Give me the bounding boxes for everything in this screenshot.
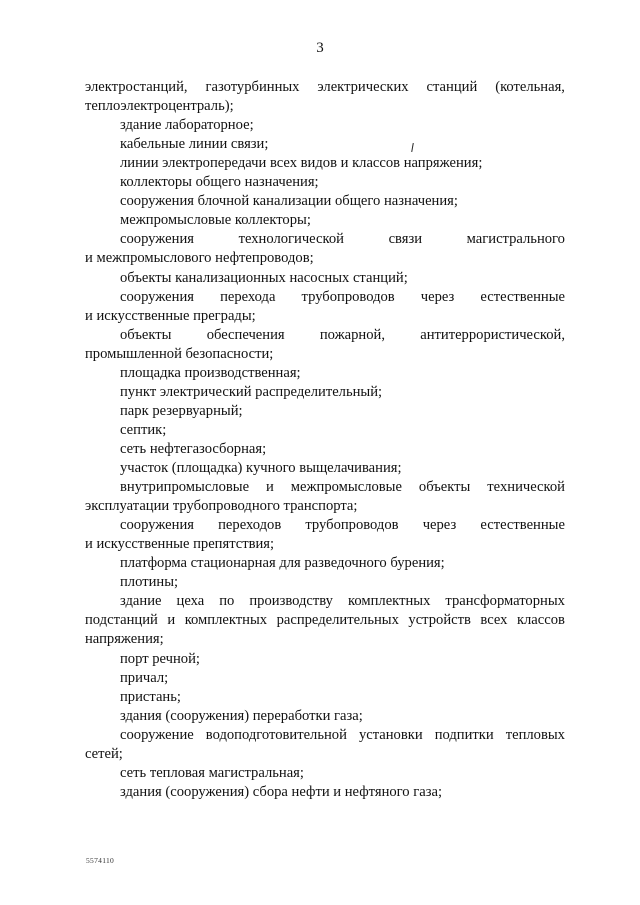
word: межпромысловые	[290, 479, 402, 496]
word: сооружения	[120, 517, 194, 534]
word: тепловых	[505, 726, 565, 743]
text-line	[85, 78, 565, 97]
word: трубопроводов	[301, 288, 395, 305]
word: по	[219, 593, 235, 610]
text-line: септик;	[120, 421, 167, 438]
text-line: эксплуатации трубопроводного транспорта;	[85, 498, 358, 515]
text-line: порт речной;	[120, 650, 200, 667]
word: связи	[388, 231, 423, 248]
word: станций	[426, 79, 478, 95]
text-line: здание лабораторное;	[120, 117, 254, 134]
word: водоподготовительной	[205, 726, 347, 743]
word: комплектных	[348, 593, 431, 610]
word: устройств	[408, 612, 471, 629]
word: технической	[487, 479, 565, 496]
text-line: и искусственные препятствия;	[85, 536, 275, 553]
word: подстанций	[85, 612, 158, 629]
word: газотурбинных	[205, 79, 300, 95]
word: производству	[249, 593, 333, 610]
word: через	[422, 517, 457, 534]
word: перехода	[220, 288, 276, 305]
text-line: сеть нефтегазосборная;	[120, 440, 267, 457]
word: здание	[120, 593, 162, 610]
word: (котельная,	[495, 79, 565, 95]
text-line: участок (площадка) кучного выщелачивания;	[120, 460, 402, 476]
word: установки	[358, 726, 423, 743]
text-line: теплоэлектроцентраль);	[85, 98, 234, 115]
word: всех	[480, 612, 508, 629]
text-line: здания (сооружения) переработки газа;	[120, 707, 363, 724]
word: антитеррористической,	[420, 326, 565, 343]
text-line: здания (сооружения) сбора нефти и нефтяного газа;	[120, 783, 443, 800]
text-line	[120, 230, 565, 249]
page-number: 3	[316, 40, 324, 56]
text-line	[120, 326, 565, 345]
word: электростанций,	[85, 79, 188, 95]
text-line: и искусственные преграды;	[85, 307, 256, 324]
word: объекты	[418, 479, 471, 496]
word: подпитки	[434, 726, 494, 743]
word: переходов	[218, 517, 282, 534]
text-line	[120, 516, 565, 535]
word: естественные	[480, 517, 565, 534]
word: и	[167, 612, 176, 629]
text-line: промышленной безопасности;	[85, 345, 274, 362]
text-line: напряжения;	[85, 631, 164, 648]
text-line: объекты канализационных насосных станций;	[120, 269, 408, 286]
word: сооружение	[120, 726, 194, 743]
text-line	[85, 611, 565, 630]
text-line: и межпромыслового нефтепроводов;	[85, 250, 314, 267]
text-line	[120, 478, 565, 497]
text-line: межпромысловые коллекторы;	[120, 212, 311, 229]
word: классов	[516, 612, 565, 629]
text-line: сооружения блочной канализации общего назначения;	[120, 193, 458, 210]
word: объекты	[120, 326, 172, 343]
text-line	[120, 288, 565, 307]
word: цеха	[176, 593, 205, 610]
word: пожарной,	[319, 326, 385, 343]
text-line: площадка производственная;	[120, 364, 301, 381]
word: сооружения	[120, 231, 194, 248]
text-line: сеть тепловая магистральная;	[120, 764, 304, 781]
footer-code: 5574110	[86, 856, 115, 865]
word: трансформаторных	[445, 593, 565, 610]
text-line: кабельные линии связи;	[120, 136, 269, 153]
text-line: плотины;	[120, 574, 179, 591]
text-line: линии электропередачи всех видов и классов напряжения;	[120, 155, 483, 172]
word: магистрального	[466, 231, 565, 248]
text-line	[120, 726, 565, 745]
text-line: парк резервуарный;	[120, 402, 243, 419]
word: обеспечения	[206, 326, 285, 343]
text-line: пристань;	[120, 688, 181, 705]
text-line	[120, 592, 565, 611]
word: комплектных	[184, 612, 268, 629]
word: сооружения	[120, 288, 194, 305]
word: естественные	[480, 288, 565, 305]
word: и	[266, 479, 274, 496]
text-line: сетей;	[85, 745, 123, 762]
text-line: платформа стационарная для разведочного бурения;	[120, 555, 445, 572]
text-line: пункт электрический распределительный;	[120, 383, 383, 400]
word: технологической	[238, 231, 344, 248]
word: через	[420, 288, 455, 305]
text-line: причал;	[120, 669, 169, 686]
word: внутрипромысловые	[120, 479, 250, 496]
word: распределительных	[276, 612, 399, 629]
text-line: коллекторы общего назначения;	[120, 174, 319, 191]
word: трубопроводов	[305, 517, 399, 534]
word: электрических	[317, 79, 409, 95]
